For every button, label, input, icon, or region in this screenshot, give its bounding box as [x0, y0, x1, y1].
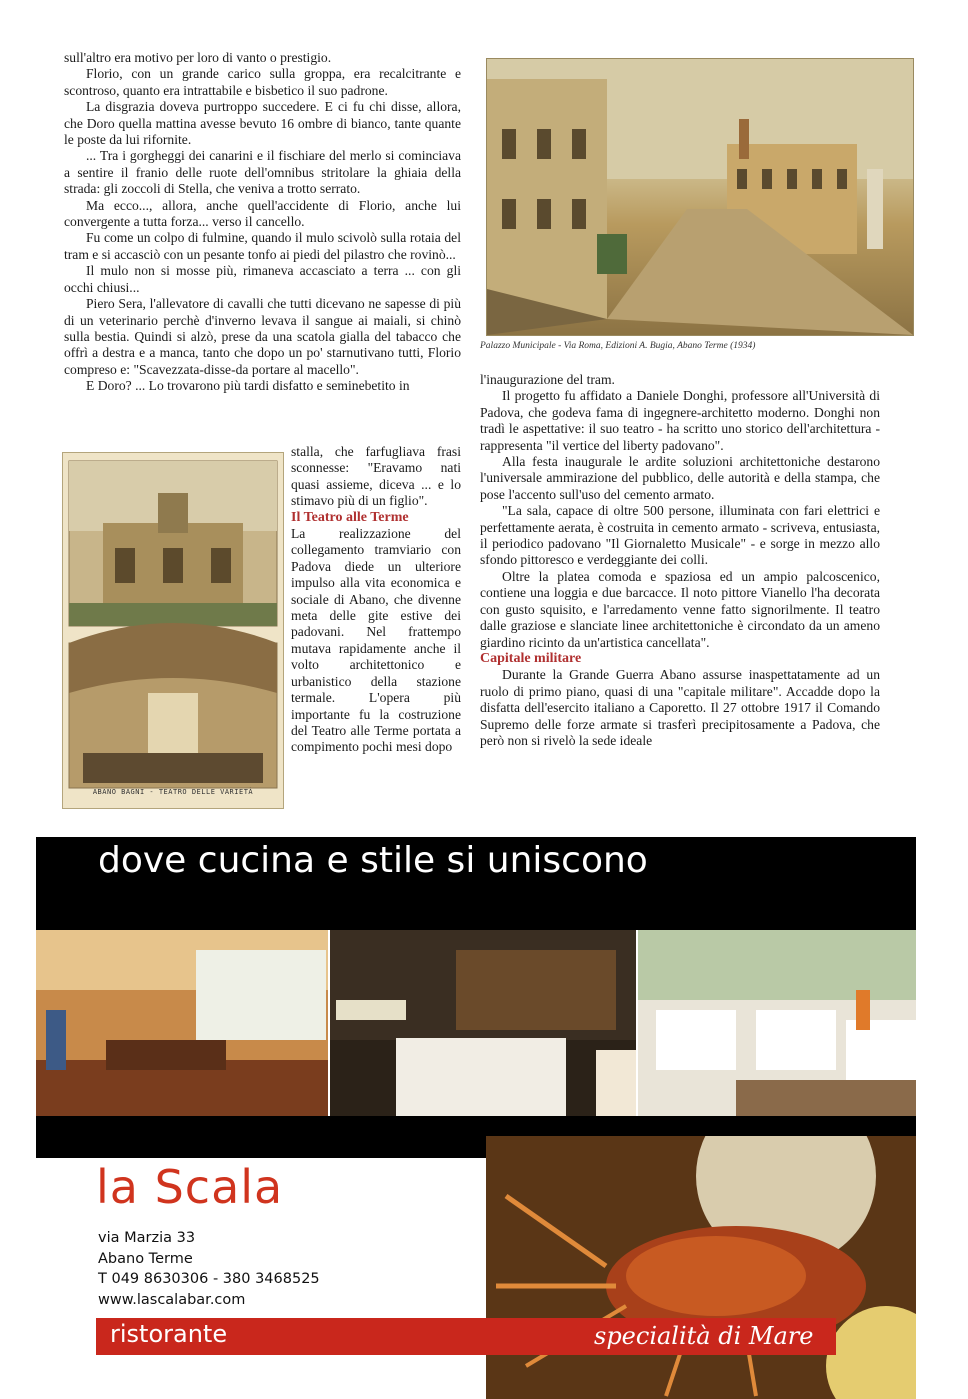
- website-link[interactable]: www.lascalabar.com: [98, 1291, 246, 1308]
- postcard-caption: ABANO BAGNI - TEATRO DELLE VARIETÀ: [92, 788, 254, 796]
- street-illustration: [487, 59, 913, 335]
- paragraph: stalla, che farfugliava frasi sconnesse: "Eravamo nati quasi assieme, diceva ... e lo stimavo più di un figlio".: [291, 444, 461, 509]
- paragraph: Oltre la platea comoda e spaziosa ed un ampio palcoscenico, contiene una loggia e due barcacce. Il noto pittore Vianello l'ha decorata con gusto squisito, e l'arredamento venne fatto signorilmente. Il teatro dalle graziose e slanciate linee architettoniche è circondato da un ameno giardino ricinto da un'artistica cancellata".: [480, 568, 880, 650]
- paragraph: Ma ecco..., allora, anche quell'accidente di Florio, anche lui convergente a tutta forza... verso il cancello.: [64, 197, 461, 230]
- phone-number: T 049 8630306 - 380 3468525: [98, 1271, 320, 1287]
- article-narrow-column: [291, 444, 461, 756]
- paragraph: Alla festa inaugurale le ardite soluzioni architettoniche destarono l'universale ammirazione del pubblico, delle autorità e della stampa, che pose l'accento sull'uso del cemento armato.: [480, 454, 880, 502]
- section-heading: Il Teatro alle Terme: [291, 509, 409, 525]
- ad-brand-logo: la Scala: [96, 1160, 284, 1214]
- address-city: Abano Terme: [98, 1250, 193, 1267]
- ad-photo-strip: [36, 930, 916, 1116]
- lobster-illustration: [486, 1136, 916, 1399]
- restaurant-interiors: [36, 930, 916, 1116]
- photo-caption: Palazzo Municipale - Via Roma, Edizioni A. Bugia, Abano Terme (1934): [480, 341, 756, 351]
- ad-specialty-label: specialità di Mare: [594, 1322, 814, 1350]
- ad-address-block: [98, 1228, 320, 1310]
- section-heading: Capitale militare: [480, 650, 582, 666]
- paragraph: ... Tra i gorgheggi dei canarini e il fischiare del merlo si cominciava a sentire il franio delle ruote dell'omnibus stritolare la ghiaia della strada: gli zoccoli di Stella, che veniva a trotto serrato.: [64, 148, 461, 197]
- palazzo-municipale-photo: [486, 58, 914, 336]
- lobster-image: [486, 1136, 916, 1399]
- paragraph: "La sala, capace di oltre 500 persone, illuminata con fari elettrici e perfettamente aerata, è costruita in cemento armato - scriveva, entusiasta, il periodico padovano "Il Giornaletto Musicale" - e sorge in mezzo allo sfondo pittoresco e verdeggiante dei colli.: [480, 503, 880, 568]
- paragraph: Fu come un colpo di fulmine, quando il mulo scivolò sulla rotaia del tram e si accasciò con un pesante tonfo ai piedi del pilastro che rovinò...: [64, 230, 461, 262]
- paragraph: Il mulo non si mosse più, rimaneva accasciato a terra ... con gli occhi chiusi...: [64, 263, 461, 295]
- paragraph: E Doro? ... Lo trovarono più tardi disfatto e seminebetito in: [86, 378, 410, 394]
- paragraph: La disgrazia doveva purtroppo succedere. E ci fu chi disse, allora, che Doro quella mattina avesse bevuto 16 ombre di bianco, tante quante le poste da lui rifornite.: [64, 99, 461, 148]
- paragraph: Piero Sera, l'allevatore di cavalli che tutti dicevano ne sapesse di più di un veterinario perchè d'inverno levava il sangue ai maiali, si chinò sulla bestia. Quindi si alzò, prese da una scatola gialla del tabacco che offrì a destra e a manca, tanto che dopo un po' starnutivano tutti, Florio compreso e: "Scavezzata-disse-da portare al macello".: [64, 296, 461, 377]
- article-left-column: [64, 50, 461, 395]
- paragraph: Florio, con un grande carico sulla groppa, era recalcitrante e scontroso, quanto era intrattabile e bisbetico il suo padrone.: [64, 66, 461, 98]
- address-street: via Marzia 33: [98, 1230, 196, 1246]
- paragraph: Durante la Grande Guerra Abano assurse inaspettatamente ad un ruolo di primo piano, quasi di una "capitale militare". Accadde dopo la disfatta dell'esercito italiano a Caporetto. Il 27 ottobre 1917 il Comando Supremo delle forze armate si trasferì precipitosamente a Padova, che però non si rivelò la sede ideale: [480, 667, 880, 748]
- paragraph: La realizzazione del collegamento tramviario con Padova diede un ulteriore impulso alla vita economica e sociale di Abano, che divenne meta delle gite estive dei padovani. Nel frattempo mutava rapidamente anche il volto architettonico e urbanistico della stazione termale. L'opera più importante fu la costruzione del Teatro alle Terme portata a compimento pochi mesi dopo: [291, 526, 461, 755]
- postcard-illustration: [63, 453, 283, 808]
- article-right-column: [480, 372, 880, 749]
- paragraph: l'inaugurazione del tram.: [480, 372, 615, 387]
- paragraph: sull'altro era motivo per loro di vanto o prestigio.: [64, 50, 332, 65]
- paragraph: Il progetto fu affidato a Daniele Donghi, professore all'Università di Padova, che godeva fama di ingegnere-architetto moderno. Donghi non tradì le aspettative: il suo teatro - ha scritto uno storico dell'architettura - rappresenta "il vertice del liberty padovano".: [480, 388, 880, 453]
- ad-slogan: dove cucina e stile si uniscono: [98, 840, 648, 881]
- ad-category-label: ristorante: [110, 1320, 228, 1348]
- theatre-postcard-image: [62, 452, 284, 809]
